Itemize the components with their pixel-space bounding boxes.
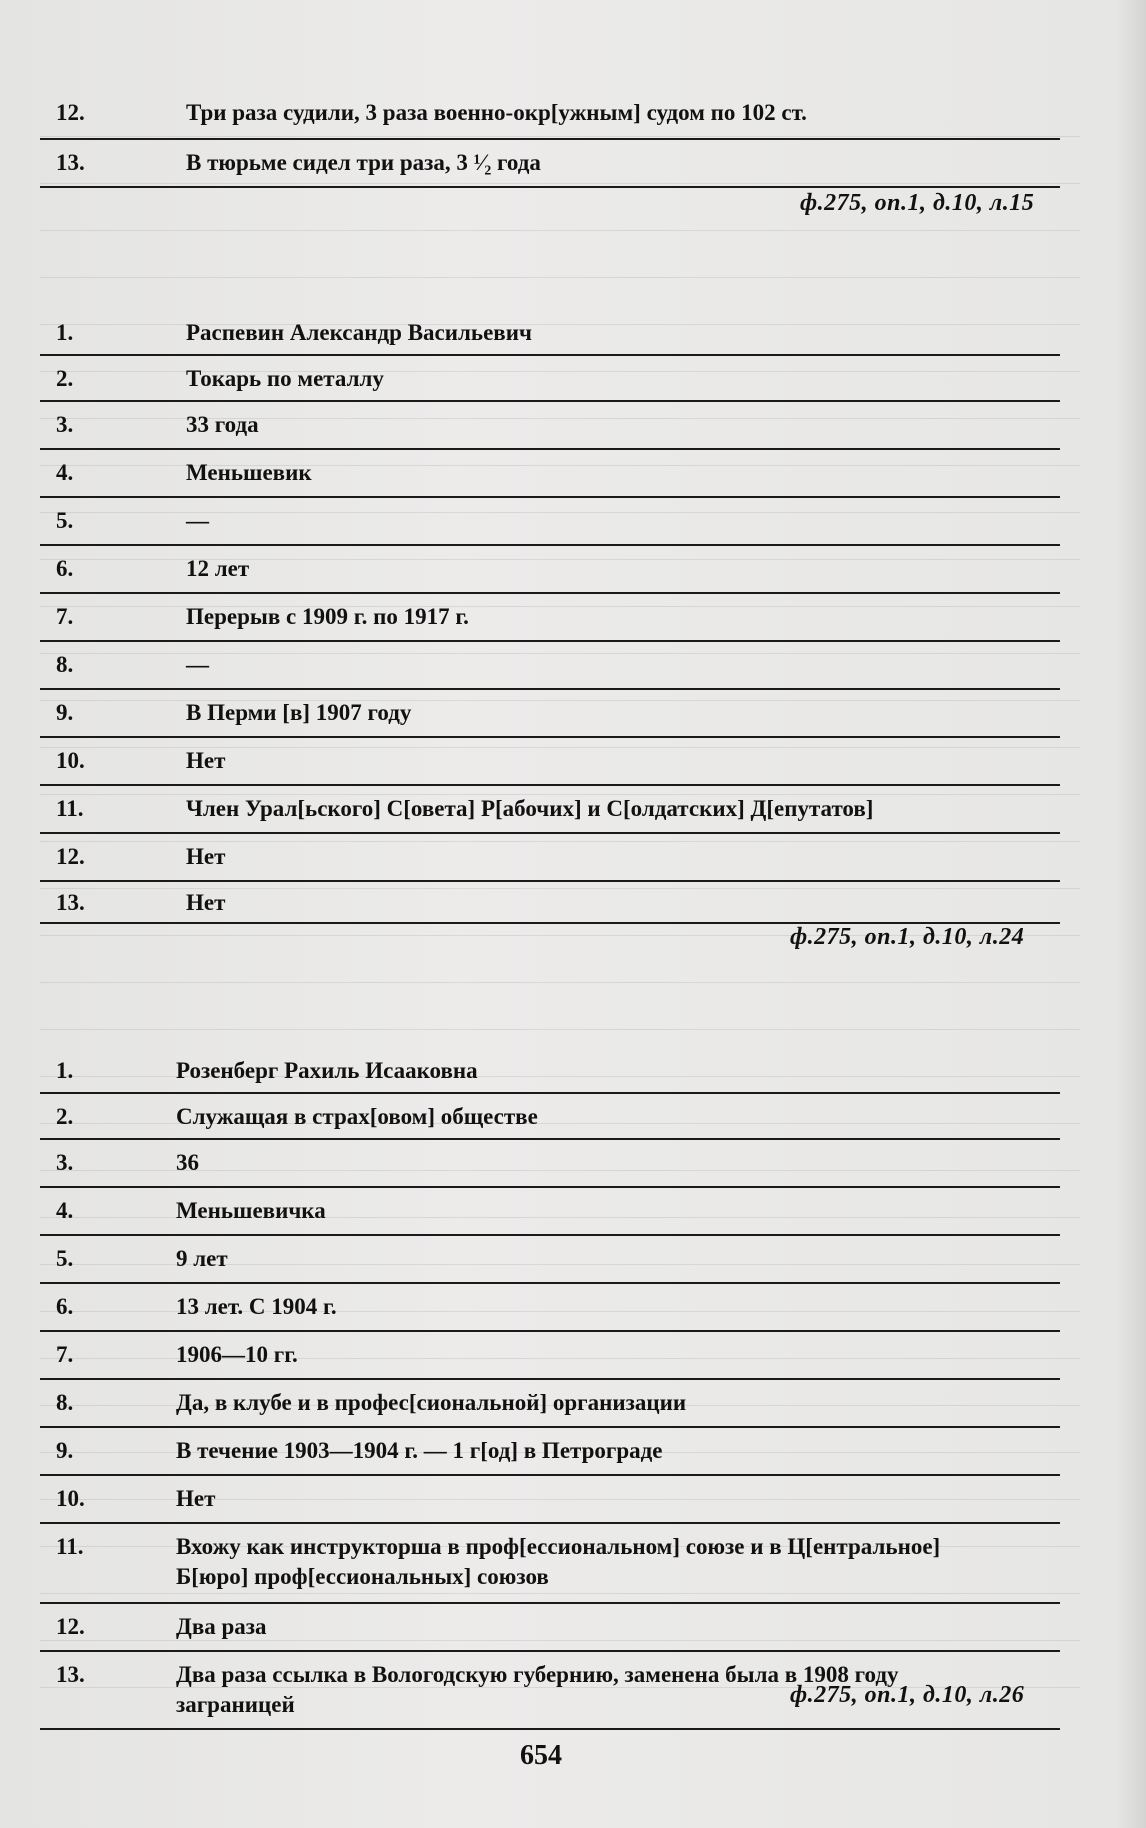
row-number: 11. [56,796,84,821]
row-text: Член Урал[ьского] С[овета] Р[абочих] и С[олдатских] Д[епутатов] [186,796,874,821]
table-row [40,1284,1060,1332]
row-number: 8. [56,1390,74,1415]
record-block-3 [40,1052,1060,1730]
table-row [40,356,1060,402]
table-row [40,1188,1060,1236]
row-text: Два раза [176,1614,267,1639]
row-number: 1. [56,1058,74,1083]
page-edge-shadow [1116,0,1146,1828]
row-number: 7. [56,604,74,629]
table-row [40,1236,1060,1284]
row-number: 9. [56,700,74,725]
table-row [40,594,1060,642]
row-number: 13. [56,1662,85,1687]
table-row [40,498,1060,546]
row-number: 4. [56,1198,74,1223]
row-number: 1. [56,320,74,345]
row-text: Нет [186,890,226,915]
row-text: 12 лет [186,556,250,581]
table-row [40,318,1060,356]
row-number: 12. [56,100,85,125]
row-number: 3. [56,1150,74,1175]
table-row [40,1476,1060,1524]
row-text: Меньшевичка [176,1198,326,1223]
row-text-line-1: Вхожу как инструкторша в проф[ессиональном] союзе и в Ц[ентральное] [176,1534,941,1559]
row-text: В Перми [в] 1907 году [186,700,412,725]
row-text: Перерыв с 1909 г. по 1917 г. [186,604,469,629]
row-number: 6. [56,556,74,581]
row-text: Токарь по металлу [186,366,384,391]
row-text: 1906—10 гг. [176,1342,298,1367]
table-row [40,546,1060,594]
table-row [40,642,1060,690]
row-number: 8. [56,652,74,677]
row-number: 3. [56,412,74,437]
row-text: — [186,652,209,677]
row-text: 13 лет. С 1904 г. [176,1294,337,1319]
table-row [40,1094,1060,1140]
table-row [40,1380,1060,1428]
row-text-line-2: заграницей [176,1692,295,1717]
row-number: 10. [56,1486,85,1511]
row-number: 12. [56,1614,85,1639]
row-number: 6. [56,1294,74,1319]
row-text: Меньшевик [186,460,312,485]
row-text: В тюрьме сидел три раза, 3 ¹⁄₂ года [186,150,541,175]
archive-reference-3: ф.275, оп.1, д.10, л.26 [790,1682,1025,1708]
table-row [40,1524,1060,1604]
row-text: 9 лет [176,1246,228,1271]
table-row [40,140,1060,188]
row-text-line-2: Б[юро] проф[ессиональных] союзов [176,1564,549,1589]
row-text: Распевин Александр Васильевич [186,320,532,345]
row-text: 36 [176,1150,199,1175]
row-text: — [186,508,209,533]
page-number: 654 [520,1740,562,1771]
table-row [40,1052,1060,1094]
row-number: 5. [56,508,74,533]
row-number: 2. [56,366,74,391]
table-row [40,402,1060,450]
table-row [40,1604,1060,1652]
row-number: 7. [56,1342,74,1367]
row-number: 5. [56,1246,74,1271]
row-text: В течение 1903—1904 г. — 1 г[од] в Петрограде [176,1438,663,1463]
table-row [40,786,1060,834]
row-text-line-1: Два раза ссылка в Вологодскую губернию, заменена была в 1908 году [176,1662,899,1687]
archive-reference-1: ф.275, оп.1, д.10, л.15 [800,190,1035,216]
row-text: Три раза судили, 3 раза военно-окр[ужным] судом по 102 ст. [186,100,807,125]
table-row [40,882,1060,924]
row-number: 2. [56,1104,74,1129]
table-row [40,1428,1060,1476]
table-row [40,92,1060,140]
record-block-2 [40,318,1060,924]
record-block-1 [40,92,1060,188]
table-row [40,1332,1060,1380]
row-text: Розенберг Рахиль Исааковна [176,1058,478,1083]
table-row [40,450,1060,498]
row-text: Нет [176,1486,216,1511]
row-text: 33 года [186,412,259,437]
row-number: 4. [56,460,74,485]
table-row [40,1140,1060,1188]
table-row [40,738,1060,786]
row-text: Да, в клубе и в профес[сиональной] организации [176,1390,687,1415]
archive-reference-2: ф.275, оп.1, д.10, л.24 [790,924,1025,950]
row-number: 9. [56,1438,74,1463]
row-number: 13. [56,150,85,175]
row-text: Нет [186,748,226,773]
row-text: Служащая в страх[овом] обществе [176,1104,538,1129]
table-row [40,834,1060,882]
table-row [40,690,1060,738]
row-number: 13. [56,890,85,915]
row-number: 12. [56,844,85,869]
row-number: 10. [56,748,85,773]
row-number: 11. [56,1534,84,1559]
row-text: Нет [186,844,226,869]
